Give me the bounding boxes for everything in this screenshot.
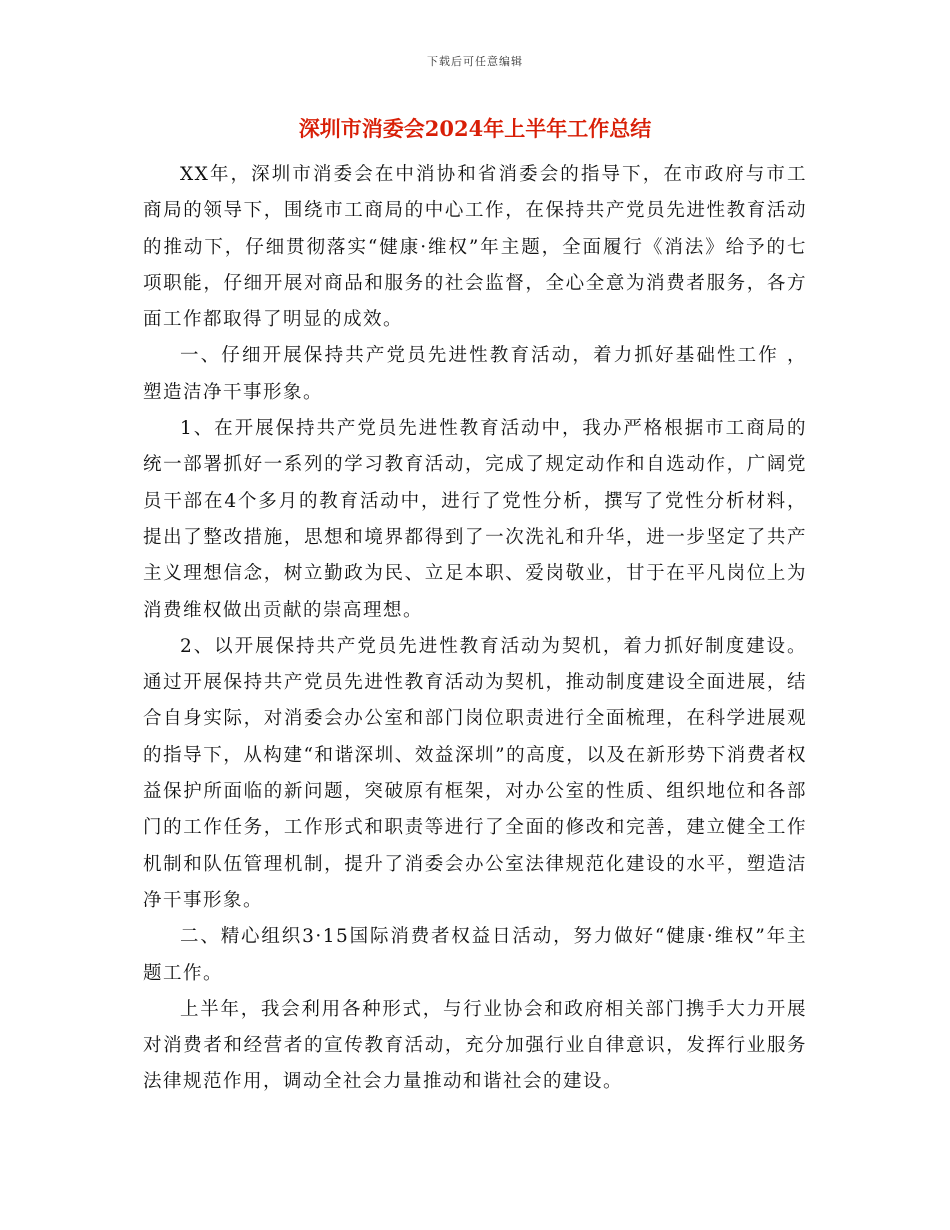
paragraph-item-2: 2、以开展保持共产党员先进性教育活动为契机，着力抓好制度建设。通过开展保持共产党员先进性教育活动为契机，推动制度建设全面进展，结合自身实际，对消委会办公室和部门岗位职责进行全面梳理，在科学进展观的指导下，从构建“和谐深圳、效益深圳”的高度，以及在新形势下消费者权益保护所面临的新问题，突破原有框架，对办公室的性质、组织地位和各部门的工作任务，工作形式和职责等进行了全面的修改和完善，建立健全工作机制和队伍管理机制，提升了消委会办公室法律规范化建设的水平，塑造洁净干事形象。 xyxy=(143,635,807,911)
paragraph-item-1: 1、在开展保持共产党员先进性教育活动中，我办严格根据市工商局的统一部署抓好一系列的学习教育活动，完成了规定动作和自选动作，广阔党员干部在4个多月的教育活动中，进行了党性分析，撰写了党性分析材料，提出了整改措施，思想和境界都得到了一次洗礼和升华，进一步坚定了共产主义理想信念，树立勤政为民、立足本职、爱岗敬业，甘于在平凡岗位上为消费维权做出贡献的崇高理想。 xyxy=(143,418,807,621)
section-heading-2: 二、精心组织3·15国际消费者权益日活动，努力做好“健康·维权”年主题工作。 xyxy=(143,926,807,984)
section-heading-1: 一、仔细开展保持共产党员先进性教育活动，着力抓好基础性工作 ，塑造洁净干事形象。 xyxy=(143,345,807,403)
paragraph-first-half: 上半年，我会利用各种形式，与行业协会和政府相关部门携手大力开展对消费者和经营者的宣传教育活动，充分加强行业自律意识，发挥行业服务法律规范作用，调动全社会力量推动和谐社会的建设。 xyxy=(143,998,807,1093)
document-title: 深圳市消委会2024年上半年工作总结 xyxy=(298,116,652,141)
page-header-note: 下载后可任意编辑 xyxy=(427,55,523,68)
document-body xyxy=(143,157,807,1101)
paragraph-intro: XX年，深圳市消委会在中消协和省消委会的指导下，在市政府与市工商局的领导下，围绕市工商局的中心工作，在保持共产党员先进性教育活动的推动下，仔细贯彻落实“健康·维权”年主题，全面履行《消法》给予的七项职能，仔细开展对商品和服务的社会监督，全心全意为消费者服务，各方面工作都取得了明显的成效。 xyxy=(143,164,807,331)
